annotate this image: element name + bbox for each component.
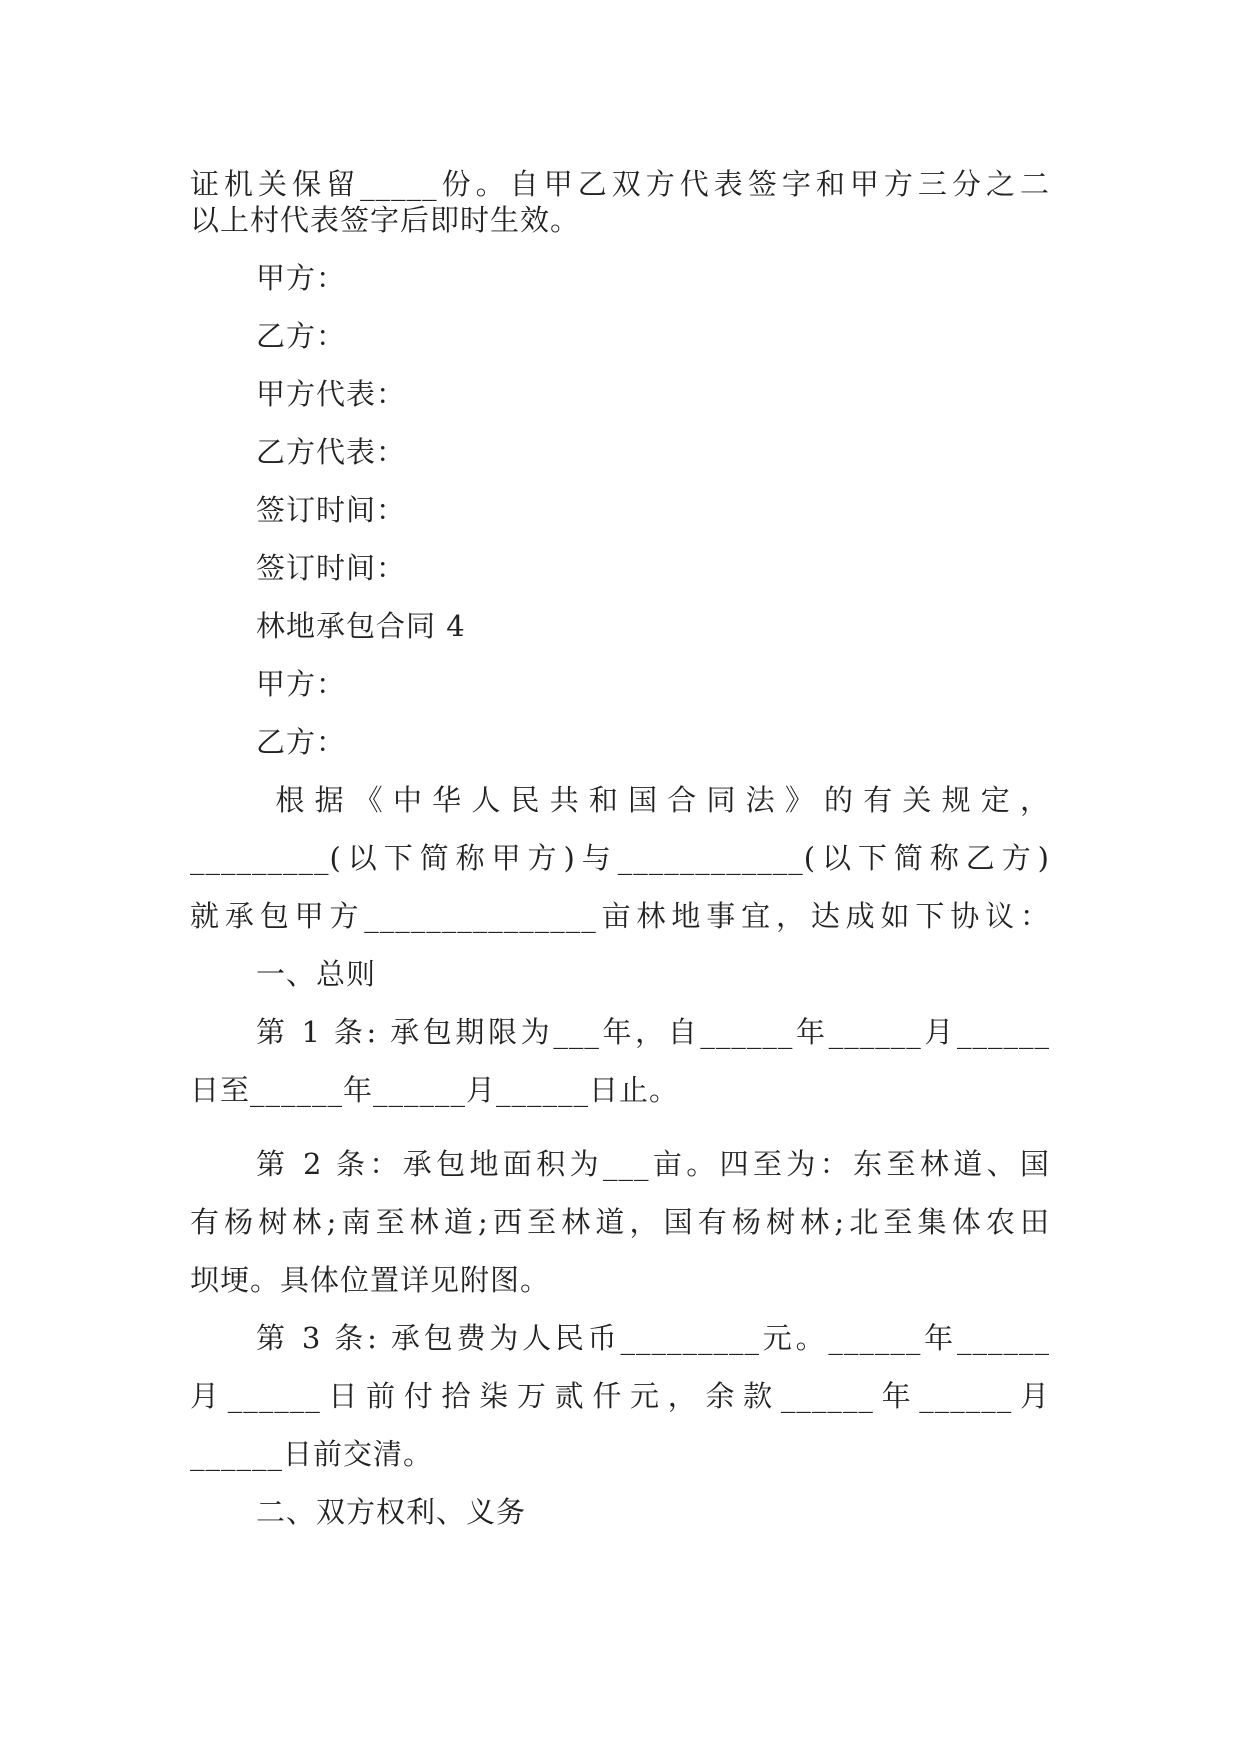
signature-label-party-b: 乙方： bbox=[256, 319, 347, 353]
signature-label-party-a: 甲方： bbox=[256, 261, 347, 295]
text-line: 有杨树林;南至林道;西至林道，国有杨树林;北至集体农田 bbox=[190, 1205, 1050, 1239]
text-line: 第 2 条：承包地面积为___亩。四至为：东至林道、国 bbox=[256, 1147, 1050, 1181]
text-line: 第 1 条: 承包期限为___年，自______年______月______ bbox=[256, 1015, 1050, 1049]
party-a-label: 甲方： bbox=[256, 667, 347, 701]
text-line: 坝埂。具体位置详见附图。 bbox=[190, 1263, 551, 1297]
signature-label-party-b-rep: 乙方代表： bbox=[256, 435, 407, 469]
text-line: 第 3 条: 承包费为人民币_________元。______年______ bbox=[256, 1321, 1050, 1355]
text-line: 月______日前付拾柒万贰仟元，余款______年______月 bbox=[190, 1379, 1050, 1413]
text-line: 证机关保留_____份。自甲乙双方代表签字和甲方三分之二 bbox=[190, 167, 1050, 201]
text-line: 日至______年______月______日止。 bbox=[190, 1073, 680, 1107]
section-title: 林地承包合同 4 bbox=[256, 609, 466, 643]
text-line: ______日前交清。 bbox=[190, 1437, 434, 1471]
text-line: 根据《中华人民共和国合同法》的有关规定， bbox=[256, 783, 1050, 817]
signature-label-party-a-rep: 甲方代表： bbox=[256, 377, 407, 411]
text-line: 以上村代表签字后即时生效。 bbox=[190, 203, 581, 237]
section-heading: 二、双方权利、义务 bbox=[256, 1495, 527, 1529]
text-line: _________(以下简称甲方)与____________(以下简称乙方) bbox=[190, 841, 1050, 875]
section-heading: 一、总则 bbox=[256, 957, 377, 991]
signature-label-date: 签订时间： bbox=[256, 493, 407, 527]
party-b-label: 乙方： bbox=[256, 725, 347, 759]
text-line: 就承包甲方_______________亩林地事宜，达成如下协议： bbox=[190, 899, 1050, 933]
signature-label-date: 签订时间： bbox=[256, 551, 407, 585]
